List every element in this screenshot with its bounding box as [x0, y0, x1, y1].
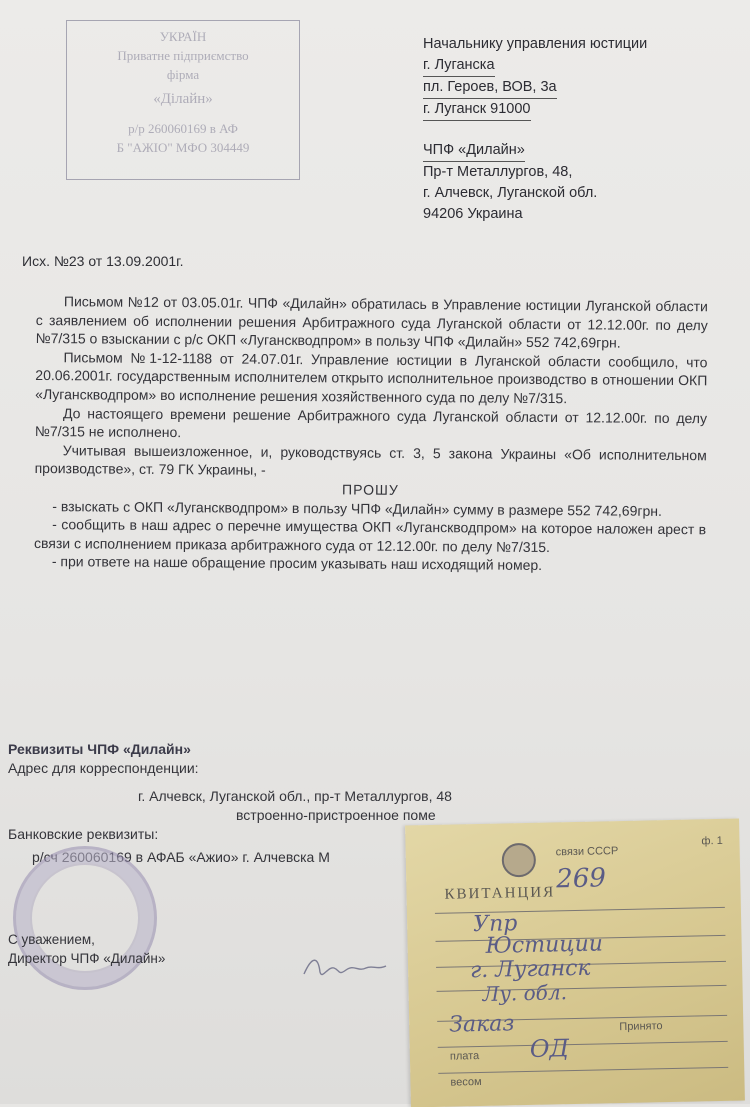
addressee-line: г. Луганск 91000 [423, 99, 531, 121]
stamp-line: Приватне підприємство [117, 48, 249, 63]
receipt-label: весом [450, 1075, 482, 1089]
receipt-title: КВИТАНЦИЯ [444, 884, 556, 903]
stamp-line: р/р 260060169 в АФ [128, 121, 238, 136]
request-item: - сообщить в наш адрес о перечне имущества ОКП «Луганскводпром» на которое наложен арест в связи с исполнением приказа арбитражного суда от 12.12.00г. по делу №7/315. [33, 516, 707, 555]
paragraph: До настоящего времени решение Арбитражного суда Луганской области от 12.12.00г. по делу №7/315 не исполнено. [34, 404, 708, 441]
paragraph: Письмом №12 от 03.05.01г. ЧПФ «Дилайн» обратилась в Управление юстиции Луганской области с заявлением об исполнении решения Арбитражного суда Луганской области от 12.12.00г. по делу №7/315 о взыскании с р/с ОКП «Луганскводпром» в пользу ЧПФ «Дилайн» 552 742,69грн. [35, 293, 708, 351]
receipt-label: плата [449, 1050, 480, 1063]
stamp-line: Б "АЖІО" МФО 304449 [116, 140, 250, 155]
paragraph: Письмом №1-12-1188 от 24.07.01г. Управление юстиции в Луганской области сообщило, что 20.06.2001г. государственным исполнителем открыто исполнительное производство в отношении ОКП «Луганскводпром» во исполнение решения хозяйственного суда по делу №7/315. [35, 348, 708, 407]
stamp-line: фірма [166, 67, 200, 82]
handwriting: Заказ [449, 1011, 515, 1038]
round-seal [13, 846, 157, 990]
receipt-header: связи СССР [555, 845, 619, 859]
address-line: встроенно-пристроенное поме [236, 807, 436, 823]
handwriting: Юстиции [485, 931, 604, 959]
addressee-block [423, 34, 723, 225]
sender-line: г. Алчевск, Луганской обл. [423, 185, 598, 201]
receipt-number: 269 [555, 863, 607, 895]
handwriting: ОД [529, 1034, 570, 1063]
corner-stamp [66, 20, 300, 180]
emblem-icon [501, 843, 536, 878]
bank-line: р/сч 260060169 в АФАБ «Ажио» г. Алчевска М [32, 849, 330, 865]
receipt-label: Принято [619, 1020, 663, 1034]
postal-receipt [405, 819, 745, 1107]
outgoing-reference: Исх. №23 от 13.09.2001г. [22, 253, 184, 269]
handwriting: Упр [472, 911, 518, 938]
requisites-title: Реквизиты ЧПФ «Дилайн» [8, 741, 191, 757]
regards-text: С уважением, [8, 932, 95, 947]
addressee-line: г. Луганска [423, 55, 495, 77]
bank-label: Банковские реквизиты: [8, 826, 159, 842]
sender-line: Пр-т Металлургов, 48, [423, 164, 573, 180]
request-item: - взыскать с ОКП «Луганскводпром» в пользу ЧПФ «Дилайн» сумму в размере 552 742,69грн. [52, 497, 662, 519]
address-label: Адрес для корреспонденции: [8, 760, 199, 776]
sender-line: 94206 Украина [423, 206, 523, 222]
stamp-line: УКРАЇН [159, 29, 207, 44]
letter-body [34, 292, 708, 576]
request-heading: ПРОШУ [342, 481, 399, 498]
sender-line: ЧПФ «Дилайн» [423, 140, 525, 162]
request-item: - при ответе на наше обращение просим указывать наш исходящий номер. [51, 553, 543, 574]
paragraph: Учитывая вышеизложенное, и, руководствуясь ст. 3, 5 закона Украины «Об исполнительном производстве», ст. 79 ГК Украины, - [34, 441, 707, 479]
addressee-line: пл. Героев, ВОВ, 3а [423, 77, 557, 99]
address-line: г. Алчевск, Луганской обл., пр-т Металлургов, 48 [138, 788, 452, 804]
receipt-form: ф. 1 [701, 834, 723, 848]
handwriting: г. Луганск [469, 955, 591, 984]
handwritten-signature [300, 946, 390, 986]
handwriting: Лу. обл. [482, 980, 568, 1006]
stamp-line: «Ділайн» [153, 91, 213, 107]
director-title: Директор ЧПФ «Дилайн» [8, 951, 166, 966]
addressee-line: Начальнику управления юстиции [423, 36, 648, 52]
signature-block [8, 930, 165, 968]
